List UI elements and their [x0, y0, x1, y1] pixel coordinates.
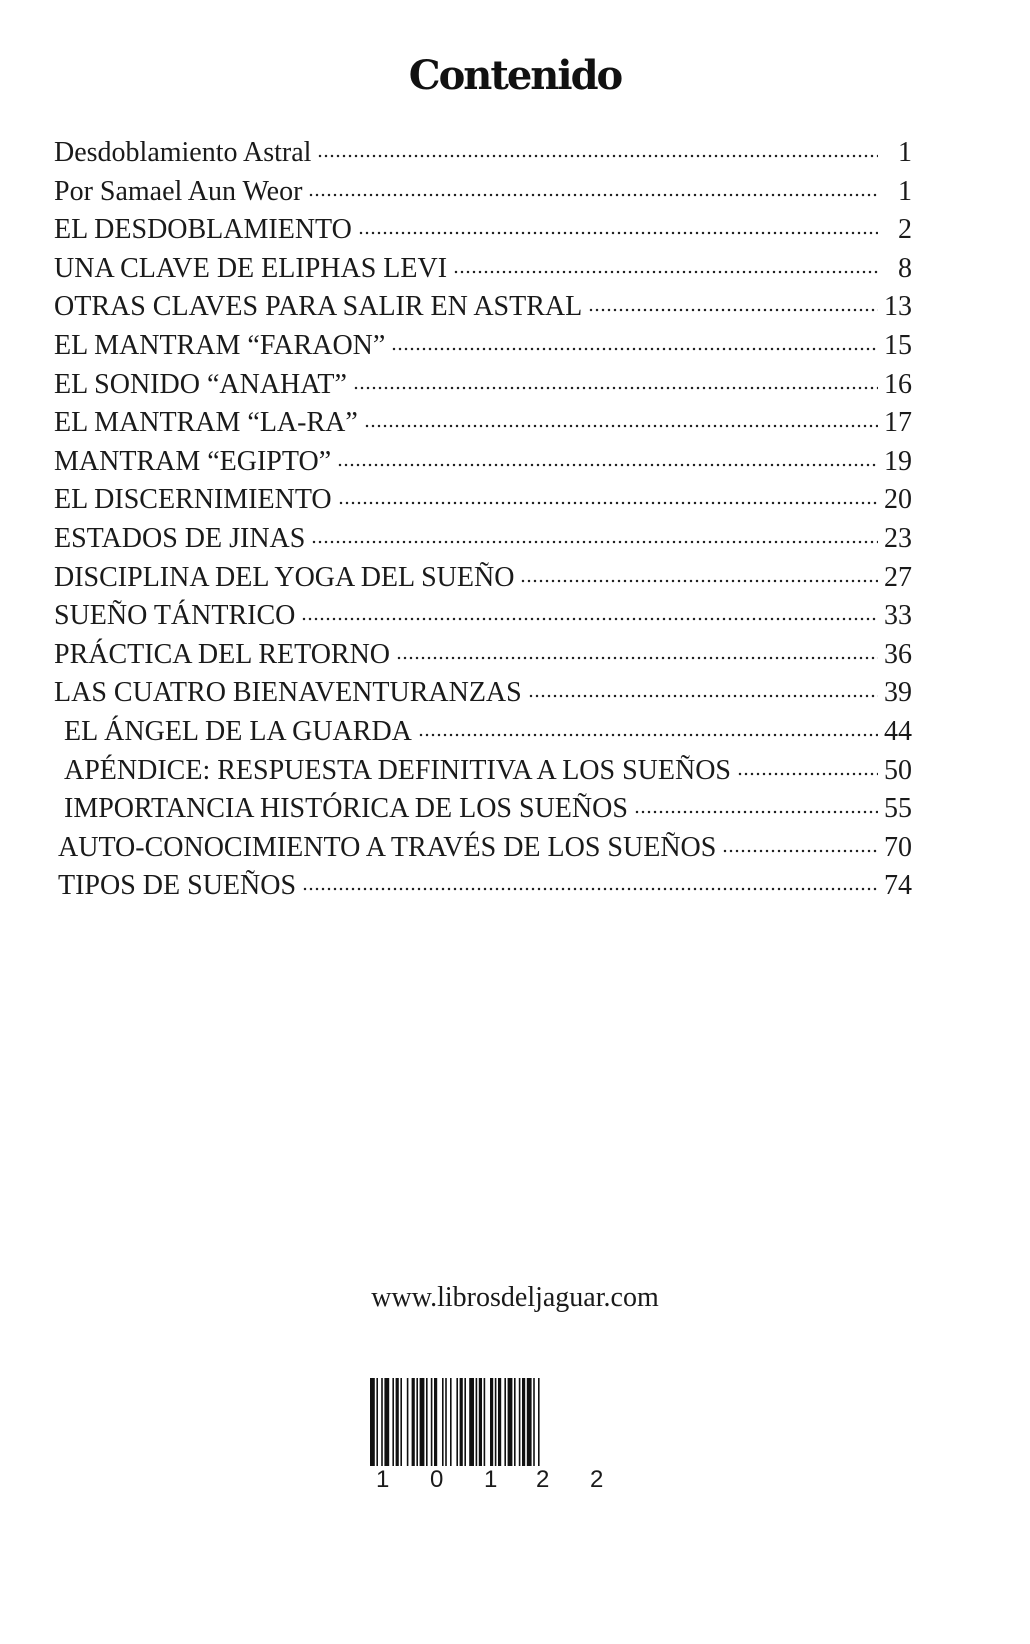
toc-entry-label: APÉNDICE: RESPUESTA DEFINITIVA A LOS SUEÑOS	[64, 754, 731, 786]
toc-entry-page: 74	[884, 870, 912, 902]
toc-entry	[54, 250, 912, 289]
toc-dot-leader	[337, 462, 878, 468]
toc-entry-page: 55	[884, 793, 912, 825]
toc-entry-page: 27	[884, 561, 912, 593]
toc-entry	[54, 559, 912, 598]
toc-dot-leader	[302, 886, 878, 892]
toc-dot-leader	[391, 346, 878, 352]
toc-entry-label: EL DESDOBLAMIENTO	[54, 214, 352, 246]
toc-entry	[54, 790, 912, 829]
toc-entry	[54, 520, 912, 559]
toc-entry-page: 36	[884, 638, 912, 670]
toc-dot-leader	[317, 153, 878, 159]
toc-entry-label: PRÁCTICA DEL RETORNO	[54, 638, 391, 670]
toc-entry-label: TIPOS DE SUEÑOS	[58, 870, 297, 902]
toc-entry-label: EL MANTRAM “LA-RA”	[54, 407, 358, 439]
toc-entry-page: 1	[898, 175, 912, 207]
toc-entry	[54, 713, 912, 752]
toc-entry-page: 17	[884, 407, 912, 439]
toc-dot-leader	[634, 809, 878, 815]
toc-entry	[54, 752, 912, 791]
toc-entry	[54, 829, 912, 868]
toc-entry-label: SUEÑO TÁNTRICO	[54, 600, 296, 632]
toc-entry-label: EL SONIDO “ANAHAT”	[54, 368, 347, 400]
barcode-bars	[368, 1378, 614, 1466]
toc-entry-page: 15	[884, 329, 912, 361]
toc-entry	[54, 288, 912, 327]
toc-entry	[54, 366, 912, 405]
barcode-digit: 2	[536, 1466, 550, 1493]
toc-entry-page: 39	[884, 677, 912, 709]
publisher-website: www.librosdeljaguar.com	[371, 1282, 659, 1313]
toc-dot-leader	[737, 771, 878, 777]
toc-entry-label: ESTADOS DE JINAS	[54, 522, 306, 554]
toc-entry-label: EL ÁNGEL DE LA GUARDA	[64, 715, 412, 747]
table-of-contents	[54, 134, 912, 906]
toc-dot-leader	[338, 500, 878, 506]
toc-entry-page: 50	[884, 754, 912, 786]
toc-entry-label: MANTRAM “EGIPTO”	[54, 445, 332, 477]
toc-entry-label: Por Samael Aun Weor	[54, 175, 303, 207]
toc-entry-page: 33	[884, 600, 912, 632]
toc-dot-leader	[364, 423, 878, 429]
toc-entry	[54, 404, 912, 443]
toc-entry	[54, 597, 912, 636]
toc-dot-leader	[353, 385, 878, 391]
toc-entry-page: 2	[898, 214, 912, 246]
toc-dot-leader	[396, 655, 878, 661]
toc-entry-label: Desdoblamiento Astral	[54, 137, 312, 168]
toc-entry-page: 1	[898, 137, 912, 168]
toc-entry	[54, 636, 912, 675]
toc-entry-label: LAS CUATRO BIENAVENTURANZAS	[54, 677, 522, 709]
toc-entry-label: EL MANTRAM “FARAON”	[54, 329, 386, 361]
toc-dot-leader	[588, 307, 878, 313]
toc-entry	[54, 327, 912, 366]
toc-entry-label: OTRAS CLAVES PARA SALIR EN ASTRAL	[54, 291, 583, 323]
toc-dot-leader	[520, 578, 878, 584]
toc-entry-label: UNA CLAVE DE ELIPHAS LEVI	[54, 252, 448, 284]
toc-entry	[54, 134, 912, 173]
barcode-digit: 1	[376, 1466, 390, 1493]
toc-entry	[54, 481, 912, 520]
barcode-digits	[368, 1466, 614, 1492]
toc-entry-page: 44	[884, 715, 912, 747]
toc-entry-label: IMPORTANCIA HISTÓRICA DE LOS SUEÑOS	[64, 793, 628, 825]
toc-dot-leader	[528, 693, 878, 699]
toc-dot-leader	[308, 192, 878, 198]
toc-entry-page: 13	[884, 291, 912, 323]
toc-entry	[54, 867, 912, 906]
barcode-digit: 0	[430, 1466, 444, 1493]
toc-entry-page: 16	[884, 368, 912, 400]
toc-entry	[54, 443, 912, 482]
toc-entry-page: 20	[884, 484, 912, 516]
toc-dot-leader	[311, 539, 878, 545]
toc-entry-page: 8	[898, 252, 912, 284]
toc-dot-leader	[453, 269, 878, 275]
barcode-digit: 1	[484, 1466, 498, 1493]
toc-entry	[54, 173, 912, 212]
toc-entry-label: EL DISCERNIMIENTO	[54, 484, 332, 516]
barcode	[368, 1378, 614, 1492]
toc-entry	[54, 674, 912, 713]
toc-entry-page: 23	[884, 522, 912, 554]
toc-dot-leader	[722, 848, 878, 854]
toc-entry	[54, 211, 912, 250]
toc-entry-page: 70	[884, 831, 912, 863]
page-title: Contenido	[408, 52, 622, 99]
toc-entry-label: DISCIPLINA DEL YOGA DEL SUEÑO	[54, 561, 515, 593]
toc-dot-leader	[301, 616, 878, 622]
toc-dot-leader	[418, 732, 878, 738]
barcode-digit: 2	[590, 1466, 604, 1493]
toc-entry-page: 19	[884, 445, 912, 477]
toc-dot-leader	[358, 230, 878, 236]
toc-entry-label: AUTO-CONOCIMIENTO A TRAVÉS DE LOS SUEÑOS	[58, 831, 717, 863]
